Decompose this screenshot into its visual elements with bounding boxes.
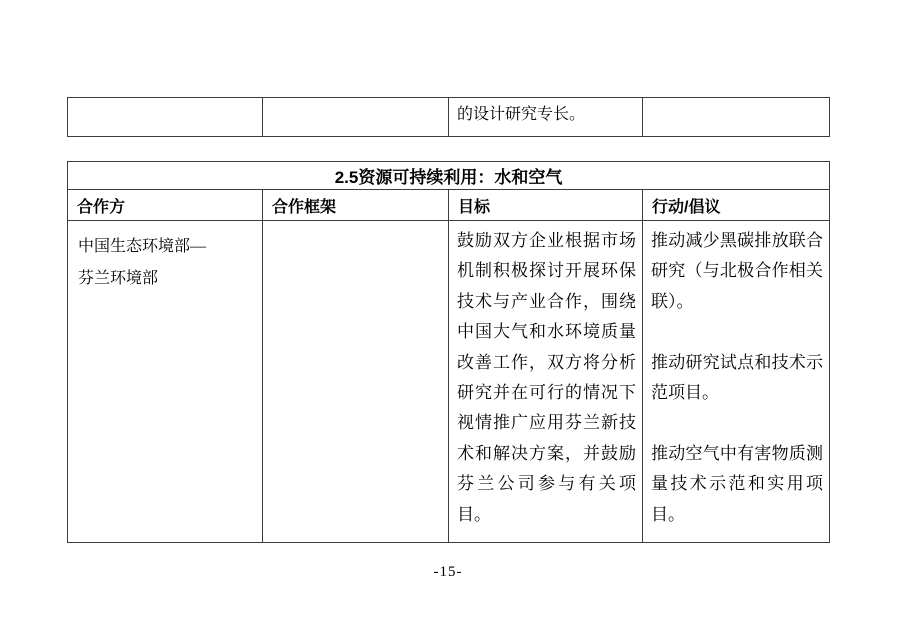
column-header-framework: 合作框架 <box>263 190 449 221</box>
action-paragraph: 推动空气中有害物质测量技术示范和实用项目。 <box>651 443 824 524</box>
column-header-goal: 目标 <box>449 190 643 221</box>
framework-cell <box>263 221 449 543</box>
partner-line: 芬兰环境部 <box>78 270 159 287</box>
continuation-table <box>67 97 830 137</box>
goal-cell <box>449 221 643 543</box>
column-header-partner: 合作方 <box>68 190 263 221</box>
table-row <box>68 98 830 137</box>
partner-cell <box>68 221 263 543</box>
continuation-actions-cell <box>643 98 830 137</box>
column-header-row <box>68 190 830 221</box>
section-title-row <box>68 162 830 190</box>
column-header-actions: 行动/倡议 <box>643 190 830 221</box>
continuation-partner-cell <box>68 98 263 137</box>
actions-cell <box>643 221 830 543</box>
partner-line: 中国生态环境部— <box>78 238 207 255</box>
continuation-goal-cell: 的设计研究专长。 <box>449 98 643 137</box>
goal-paragraph: 鼓励双方企业根据市场机制积极探讨开展环保技术与产业合作，围绕中国大气和水环境质量改善工作，双方将分析研究并在可行的情况下视情推广应用芬兰新技术和解决方案，并鼓励芬兰公司参与有关项目。 <box>457 231 636 524</box>
table-row <box>68 221 830 543</box>
page-number: -15- <box>433 564 463 580</box>
section-2-5-table <box>67 161 830 543</box>
action-paragraph: 推动减少黑碳排放联合研究（与北极合作相关联）。 <box>651 231 824 311</box>
action-paragraph: 推动研究试点和技术示范项目。 <box>651 352 824 403</box>
section-title: 2.5资源可持续利用：水和空气 <box>68 162 830 190</box>
continuation-framework-cell <box>263 98 449 137</box>
